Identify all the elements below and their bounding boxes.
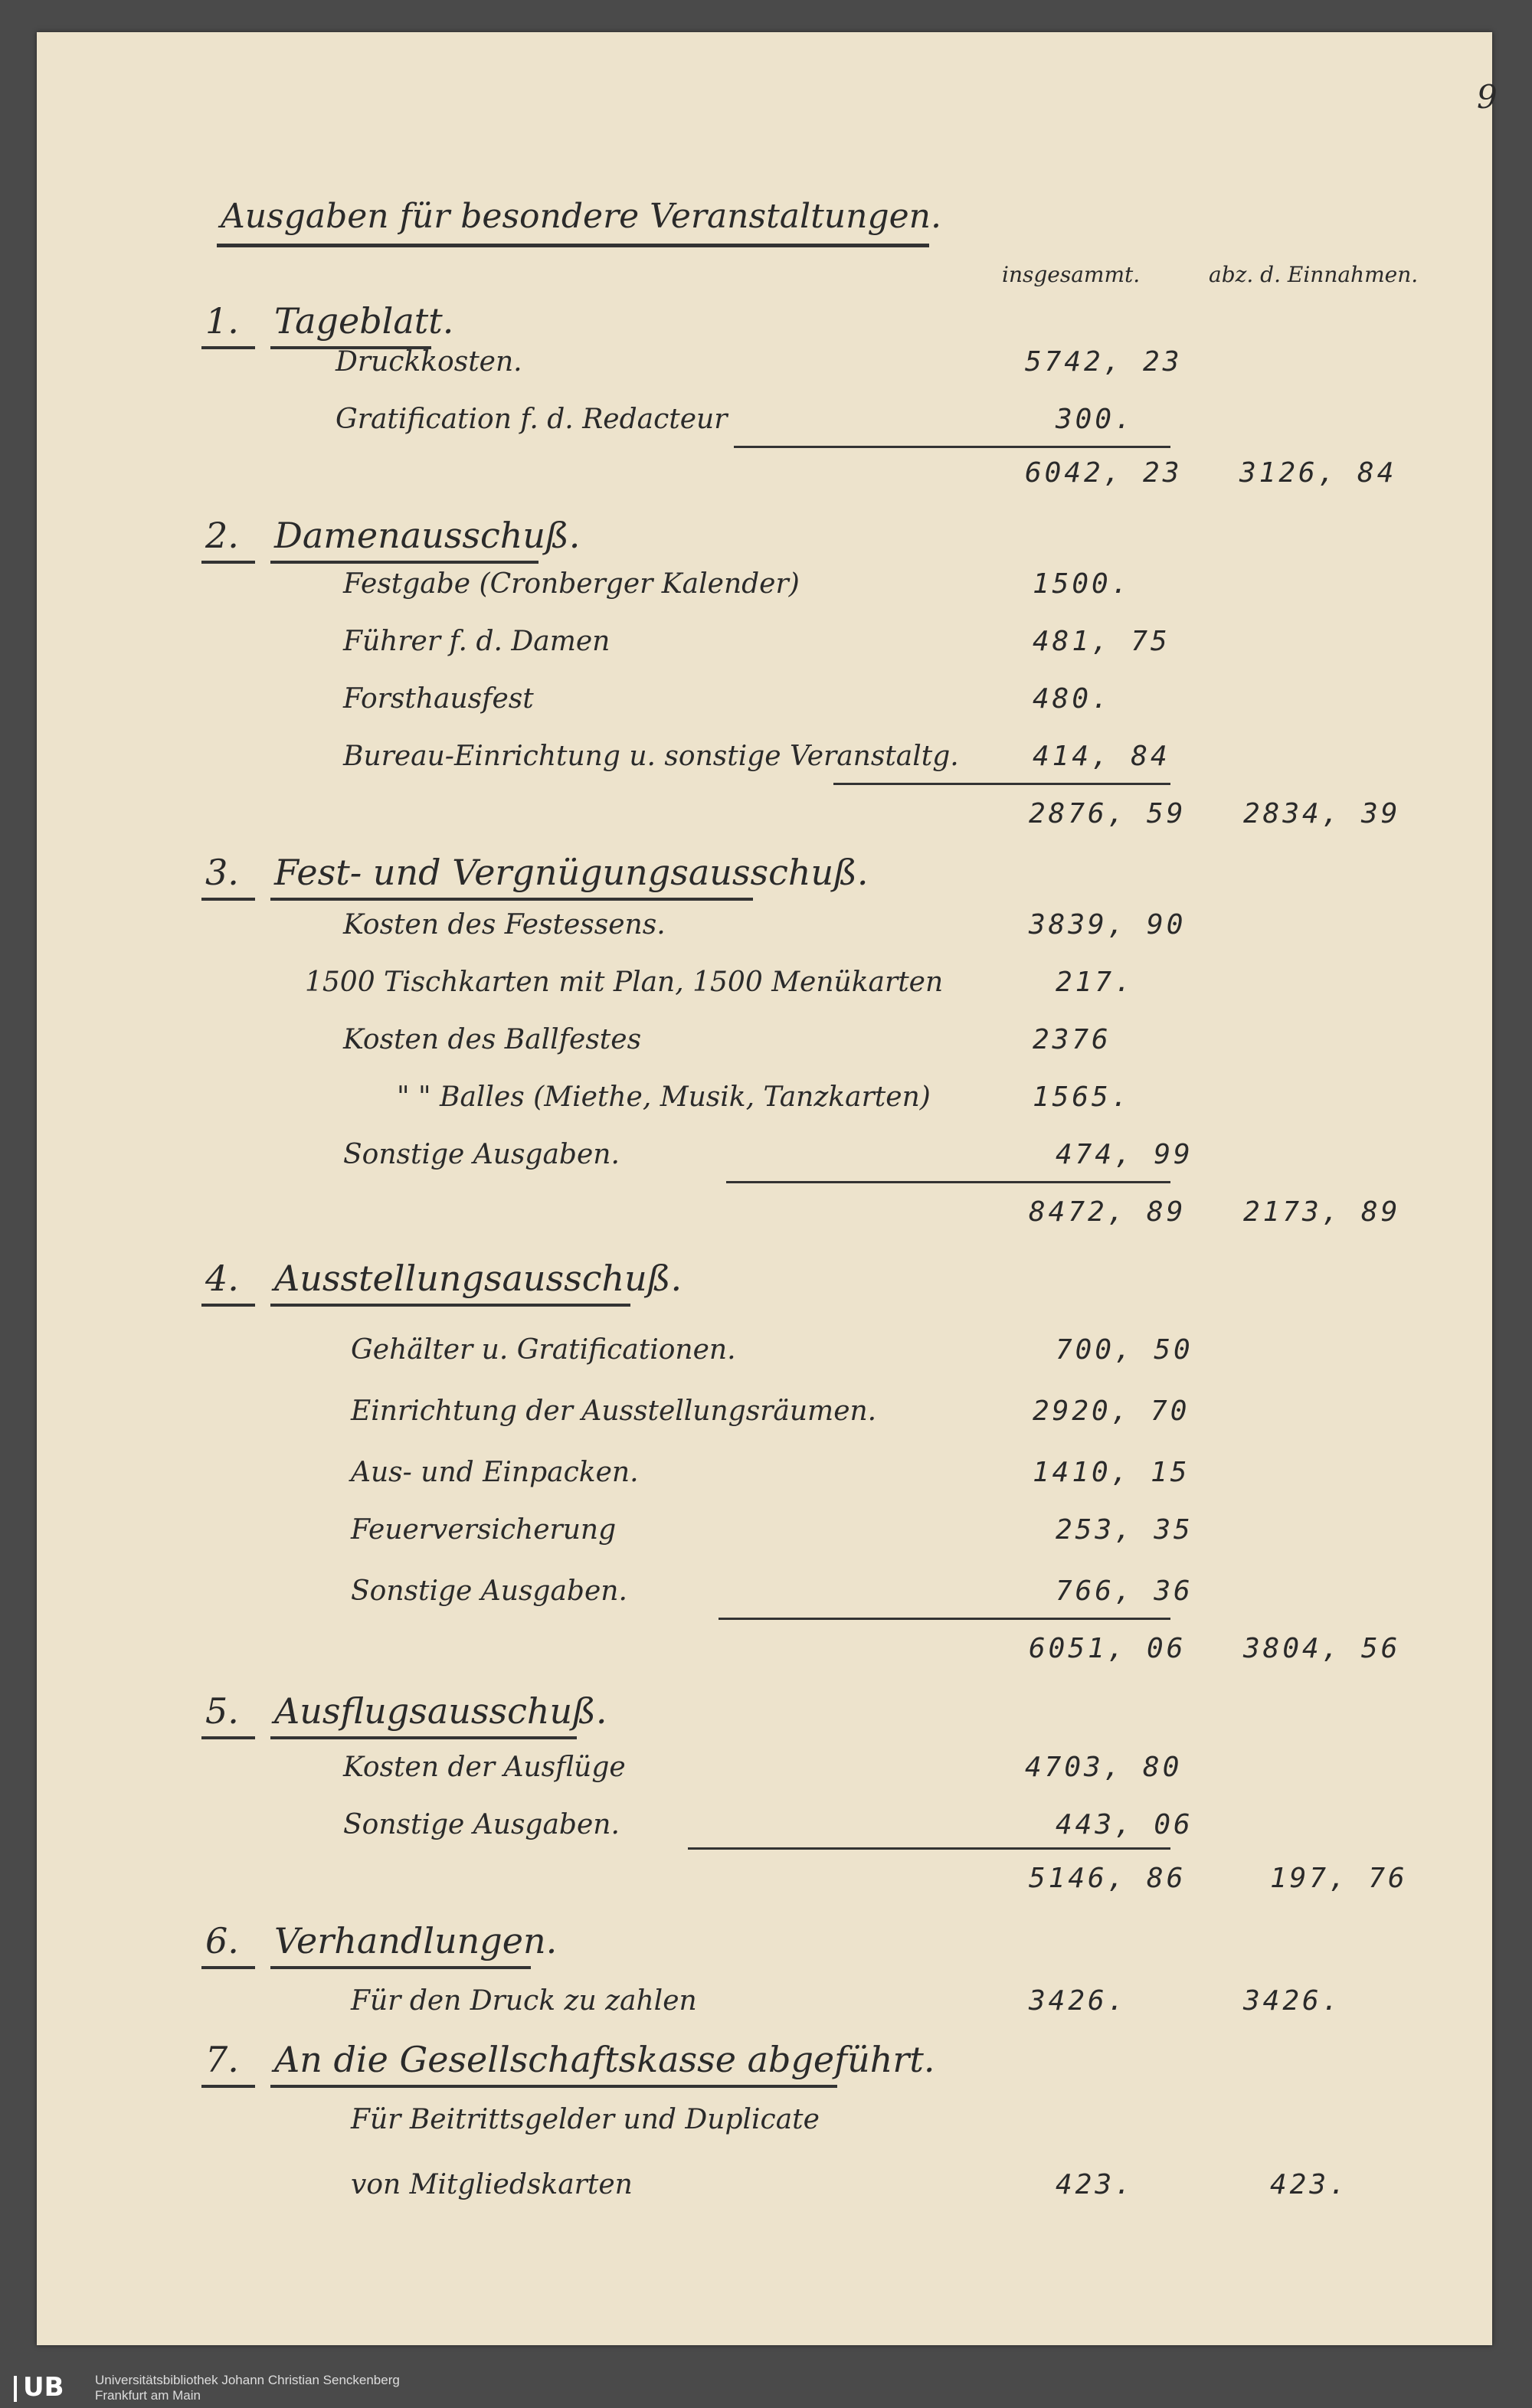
line-item-value: 2376 — [1033, 1024, 1111, 1055]
column-header-total: insgesammt. — [1002, 262, 1141, 287]
sum-line — [726, 1181, 1170, 1183]
footer-text — [95, 2373, 400, 2403]
section-total: 2876, 59 — [1029, 798, 1187, 829]
line-item-value: 1500. — [1033, 568, 1131, 600]
section-title: Tageblatt. — [274, 300, 454, 342]
section-net: 3126, 84 — [1239, 457, 1397, 489]
line-item-label: Führer f. d. Damen — [343, 626, 611, 657]
library-footer — [0, 2367, 1532, 2408]
section-title-underline — [270, 561, 538, 564]
line-item-value: 4703, 80 — [1025, 1752, 1183, 1783]
title-underline — [217, 244, 929, 247]
sum-line — [719, 1618, 1170, 1620]
ub-logo: UB — [8, 2371, 87, 2403]
section-number: 1. — [205, 300, 239, 342]
section-number: 7. — [205, 2039, 239, 2080]
line-item-value: 480. — [1033, 683, 1111, 715]
line-item-value: 443, 06 — [1056, 1809, 1193, 1840]
section-title: Verhandlungen. — [274, 1920, 558, 1961]
line-item-value: 766, 36 — [1056, 1575, 1193, 1607]
line-item-value: 5742, 23 — [1025, 346, 1183, 378]
section-net: 2173, 89 — [1243, 1196, 1401, 1228]
sum-line — [688, 1847, 1170, 1850]
section-title: Damenausschuß. — [274, 515, 581, 556]
section-title: Ausstellungsausschuß. — [274, 1258, 683, 1299]
section-number-underline — [201, 898, 255, 901]
section-number-underline — [201, 2085, 255, 2088]
line-item-value: 3839, 90 — [1029, 909, 1187, 941]
line-item-label: Festgabe (Cronberger Kalender) — [343, 568, 800, 600]
line-item-label: Sonstige Ausgaben. — [351, 1575, 627, 1607]
line-item-label: Forsthausfest — [343, 683, 534, 715]
line-item-label: Kosten der Ausflüge — [343, 1752, 626, 1783]
line-item-label: Kosten des Ballfestes — [343, 1024, 642, 1055]
line-item-label: von Mitgliedskarten — [351, 2169, 633, 2200]
line-item-label: Aus- und Einpacken. — [351, 1457, 639, 1488]
page-title: Ausgaben für besondere Veranstaltungen. — [221, 197, 941, 236]
section-net: 2834, 39 — [1243, 798, 1401, 829]
section-number-underline — [201, 1966, 255, 1969]
line-item-value: 3426. — [1029, 1985, 1128, 2017]
section-total: 6042, 23 — [1025, 457, 1183, 489]
footer-line-2: Frankfurt am Main — [95, 2388, 201, 2403]
line-item-label: Feuerversicherung — [351, 1514, 617, 1546]
line-item-label: Sonstige Ausgaben. — [343, 1809, 620, 1840]
line-item-label: Für Beitrittsgelder und Duplicate — [351, 2104, 820, 2135]
section-net: 3426. — [1243, 1985, 1342, 2017]
line-item-label: Für den Druck zu zahlen — [351, 1985, 697, 2017]
section-title-underline — [270, 2085, 837, 2088]
line-item-value: 700, 50 — [1056, 1334, 1193, 1366]
line-item-label: " " Balles (Miethe, Musik, Tanzkarten) — [397, 1081, 931, 1113]
line-item-value: 414, 84 — [1033, 741, 1170, 772]
line-item-value: 474, 99 — [1056, 1139, 1193, 1170]
section-number-underline — [201, 346, 255, 349]
line-item-label: Bureau-Einrichtung u. sonstige Veranstaltg. — [343, 741, 959, 772]
section-total: 8472, 89 — [1029, 1196, 1187, 1228]
section-number-underline — [201, 1304, 255, 1307]
section-title: An die Gesellschaftskasse abgeführt. — [274, 2039, 935, 2080]
section-title: Fest- und Vergnügungsausschuß. — [274, 852, 869, 893]
section-net: 197, 76 — [1270, 1863, 1408, 1894]
section-title: Ausflugsausschuß. — [274, 1690, 607, 1732]
section-number: 6. — [205, 1920, 239, 1961]
section-total: 6051, 06 — [1029, 1633, 1187, 1664]
line-item-label: Druckkosten. — [336, 346, 522, 378]
section-number-underline — [201, 1736, 255, 1739]
sum-line — [734, 446, 1170, 448]
line-item-label: Gratification f. d. Redacteur — [336, 404, 728, 435]
line-item-value: 253, 35 — [1056, 1514, 1193, 1546]
line-item-label: Gehälter u. Gratificationen. — [351, 1334, 736, 1366]
line-item-value: 423. — [1056, 2169, 1134, 2200]
footer-line-1: Universitätsbibliothek Johann Christian Senckenberg — [95, 2373, 400, 2387]
section-title-underline — [270, 1966, 531, 1969]
line-item-value: 300. — [1056, 404, 1134, 435]
line-item-value: 1410, 15 — [1033, 1457, 1190, 1488]
line-item-value: 217. — [1056, 967, 1134, 998]
document-page — [37, 32, 1498, 2345]
section-title-underline — [270, 1304, 630, 1307]
line-item-value: 2920, 70 — [1033, 1395, 1190, 1427]
section-number: 5. — [205, 1690, 239, 1732]
section-number-underline — [201, 561, 255, 564]
section-total: 5146, 86 — [1029, 1863, 1187, 1894]
line-item-label: Kosten des Festessens. — [343, 909, 666, 941]
page-number: 9 — [1477, 78, 1498, 116]
column-header-net: abz. d. Einnahmen. — [1209, 262, 1419, 287]
line-item-value: 1565. — [1033, 1081, 1131, 1113]
line-item-label: Sonstige Ausgaben. — [343, 1139, 620, 1170]
line-item-value: 481, 75 — [1033, 626, 1170, 657]
line-item-label: 1500 Tischkarten mit Plan, 1500 Menükarten — [305, 967, 944, 998]
line-item-label: Einrichtung der Ausstellungsräumen. — [351, 1395, 877, 1427]
sum-line — [833, 783, 1170, 785]
section-number: 4. — [205, 1258, 239, 1299]
section-number: 2. — [205, 515, 239, 556]
section-title-underline — [270, 1736, 577, 1739]
section-net: 3804, 56 — [1243, 1633, 1401, 1664]
section-title-underline — [270, 898, 753, 901]
section-net: 423. — [1270, 2169, 1349, 2200]
section-number: 3. — [205, 852, 239, 893]
